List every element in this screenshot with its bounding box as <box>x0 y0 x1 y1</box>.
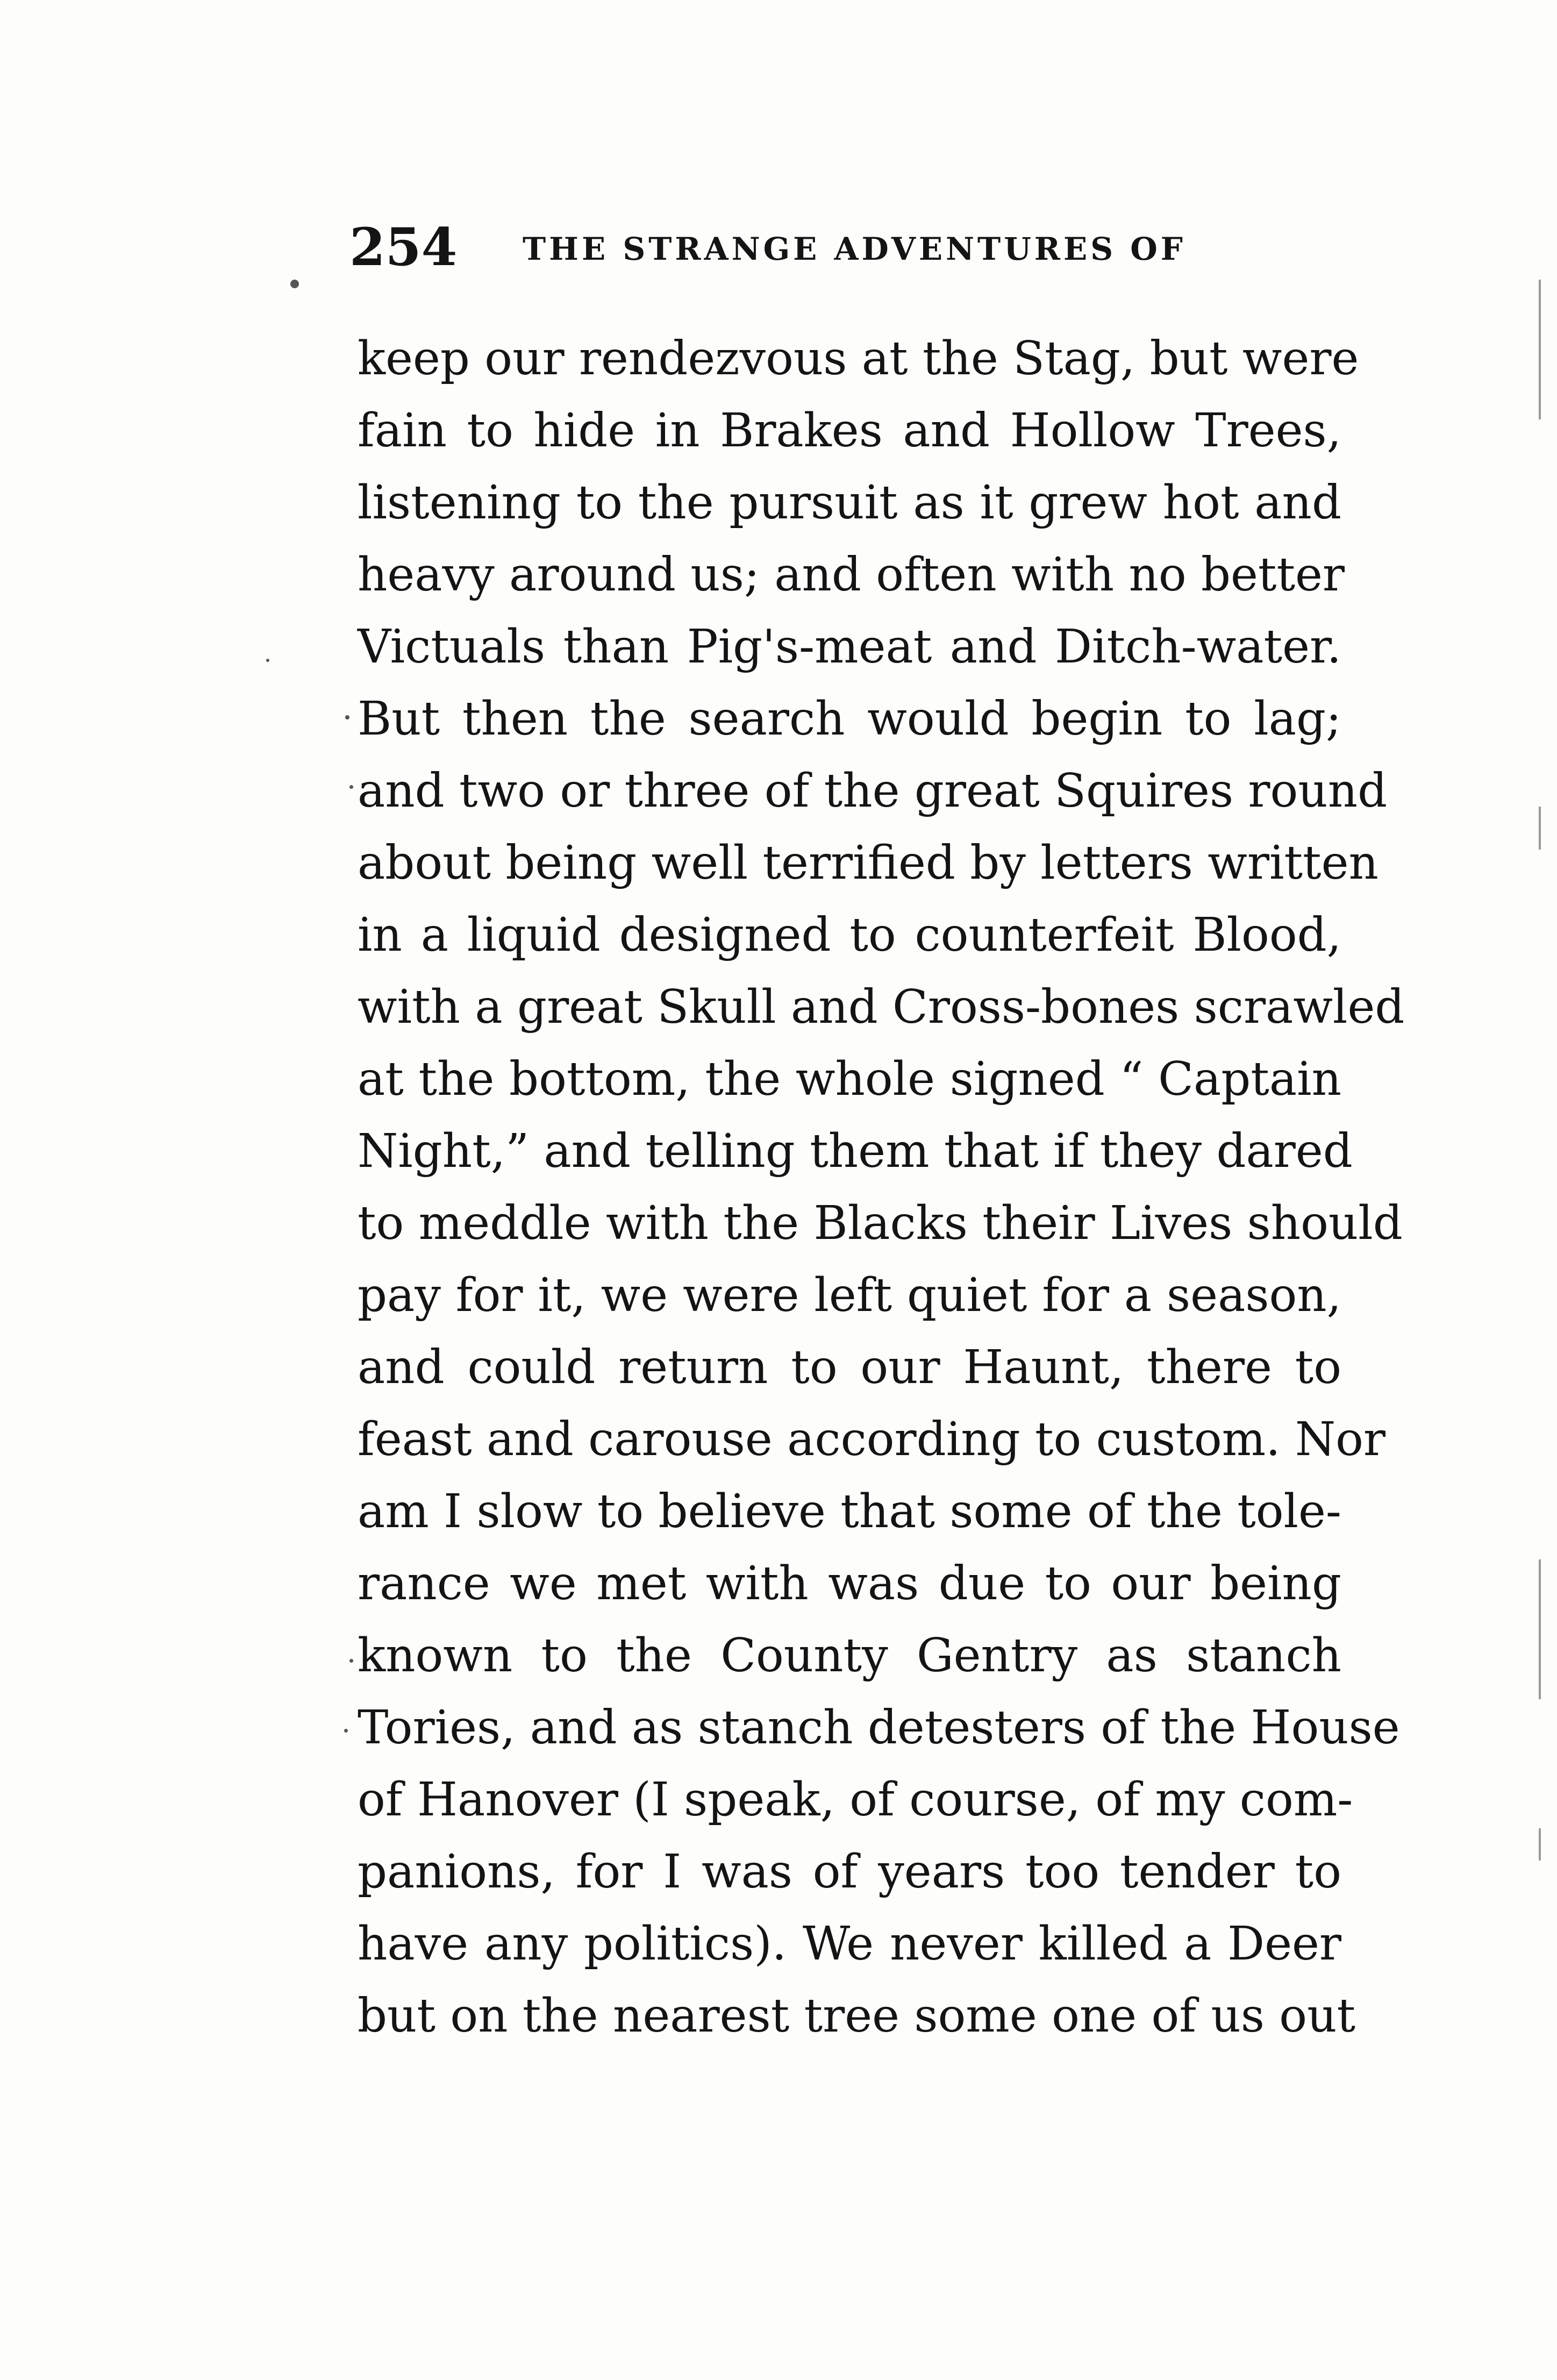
scan-speck <box>290 280 299 288</box>
text-line: Night,” and telling them that if they dared <box>358 1124 1353 1178</box>
page-edge-mark <box>1539 807 1541 850</box>
text-line: about being well terrified by letters written <box>358 836 1379 890</box>
running-head <box>349 218 1344 277</box>
text-line: keep our rendezvous at the Stag, but were <box>358 332 1359 386</box>
scan-speck <box>345 715 349 719</box>
text-line: at the bottom, the whole signed “ Captain <box>358 1052 1341 1106</box>
text-line: fain to hide in Brakes and Hollow Trees, <box>358 404 1341 458</box>
text-line: and could return to our Haunt, there to <box>358 1341 1341 1394</box>
text-line: rance we met with was due to our being <box>358 1557 1341 1611</box>
text-line: in a liquid designed to counterfeit Blood, <box>358 908 1341 962</box>
text-line: with a great Skull and Cross-bones scrawled <box>358 980 1405 1034</box>
scan-speck <box>266 659 269 662</box>
text-line: but on the nearest tree some one of us out <box>358 1989 1356 2043</box>
text-line: Victuals than Pig's-meat and Ditch-water. <box>358 620 1341 674</box>
text-line: listening to the pursuit as it grew hot and <box>358 476 1341 530</box>
text-line: and two or three of the great Squires round <box>358 764 1388 818</box>
text-line: Tories, and as stanch detesters of the House <box>358 1701 1400 1755</box>
scan-speck <box>344 1729 348 1733</box>
scan-speck <box>349 785 353 789</box>
page-edge-mark <box>1539 1828 1541 1861</box>
page-edge-mark <box>1539 280 1541 419</box>
text-line: panions, for I was of years too tender to <box>358 1845 1341 1899</box>
body-text <box>358 323 1405 2052</box>
page-number: 254 <box>349 217 458 277</box>
text-line: of Hanover (I speak, of course, of my com- <box>358 1773 1353 1827</box>
text-line: to meddle with the Blacks their Lives should <box>358 1196 1403 1250</box>
text-line: known to the County Gentry as stanch <box>358 1629 1341 1683</box>
running-title: THE STRANGE ADVENTURES OF <box>523 231 1186 267</box>
text-line: But then the search would begin to lag; <box>358 692 1341 746</box>
scan-speck <box>349 1659 353 1663</box>
text-line: am I slow to believe that some of the tole- <box>358 1485 1341 1538</box>
text-line: heavy around us; and often with no better <box>358 548 1345 602</box>
page-edge-mark <box>1539 1559 1541 1699</box>
text-line: pay for it, we were left quiet for a season, <box>358 1269 1341 1322</box>
text-line: have any politics). We never killed a Deer <box>358 1917 1341 1971</box>
text-line: feast and carouse according to custom. Nor <box>358 1413 1386 1466</box>
